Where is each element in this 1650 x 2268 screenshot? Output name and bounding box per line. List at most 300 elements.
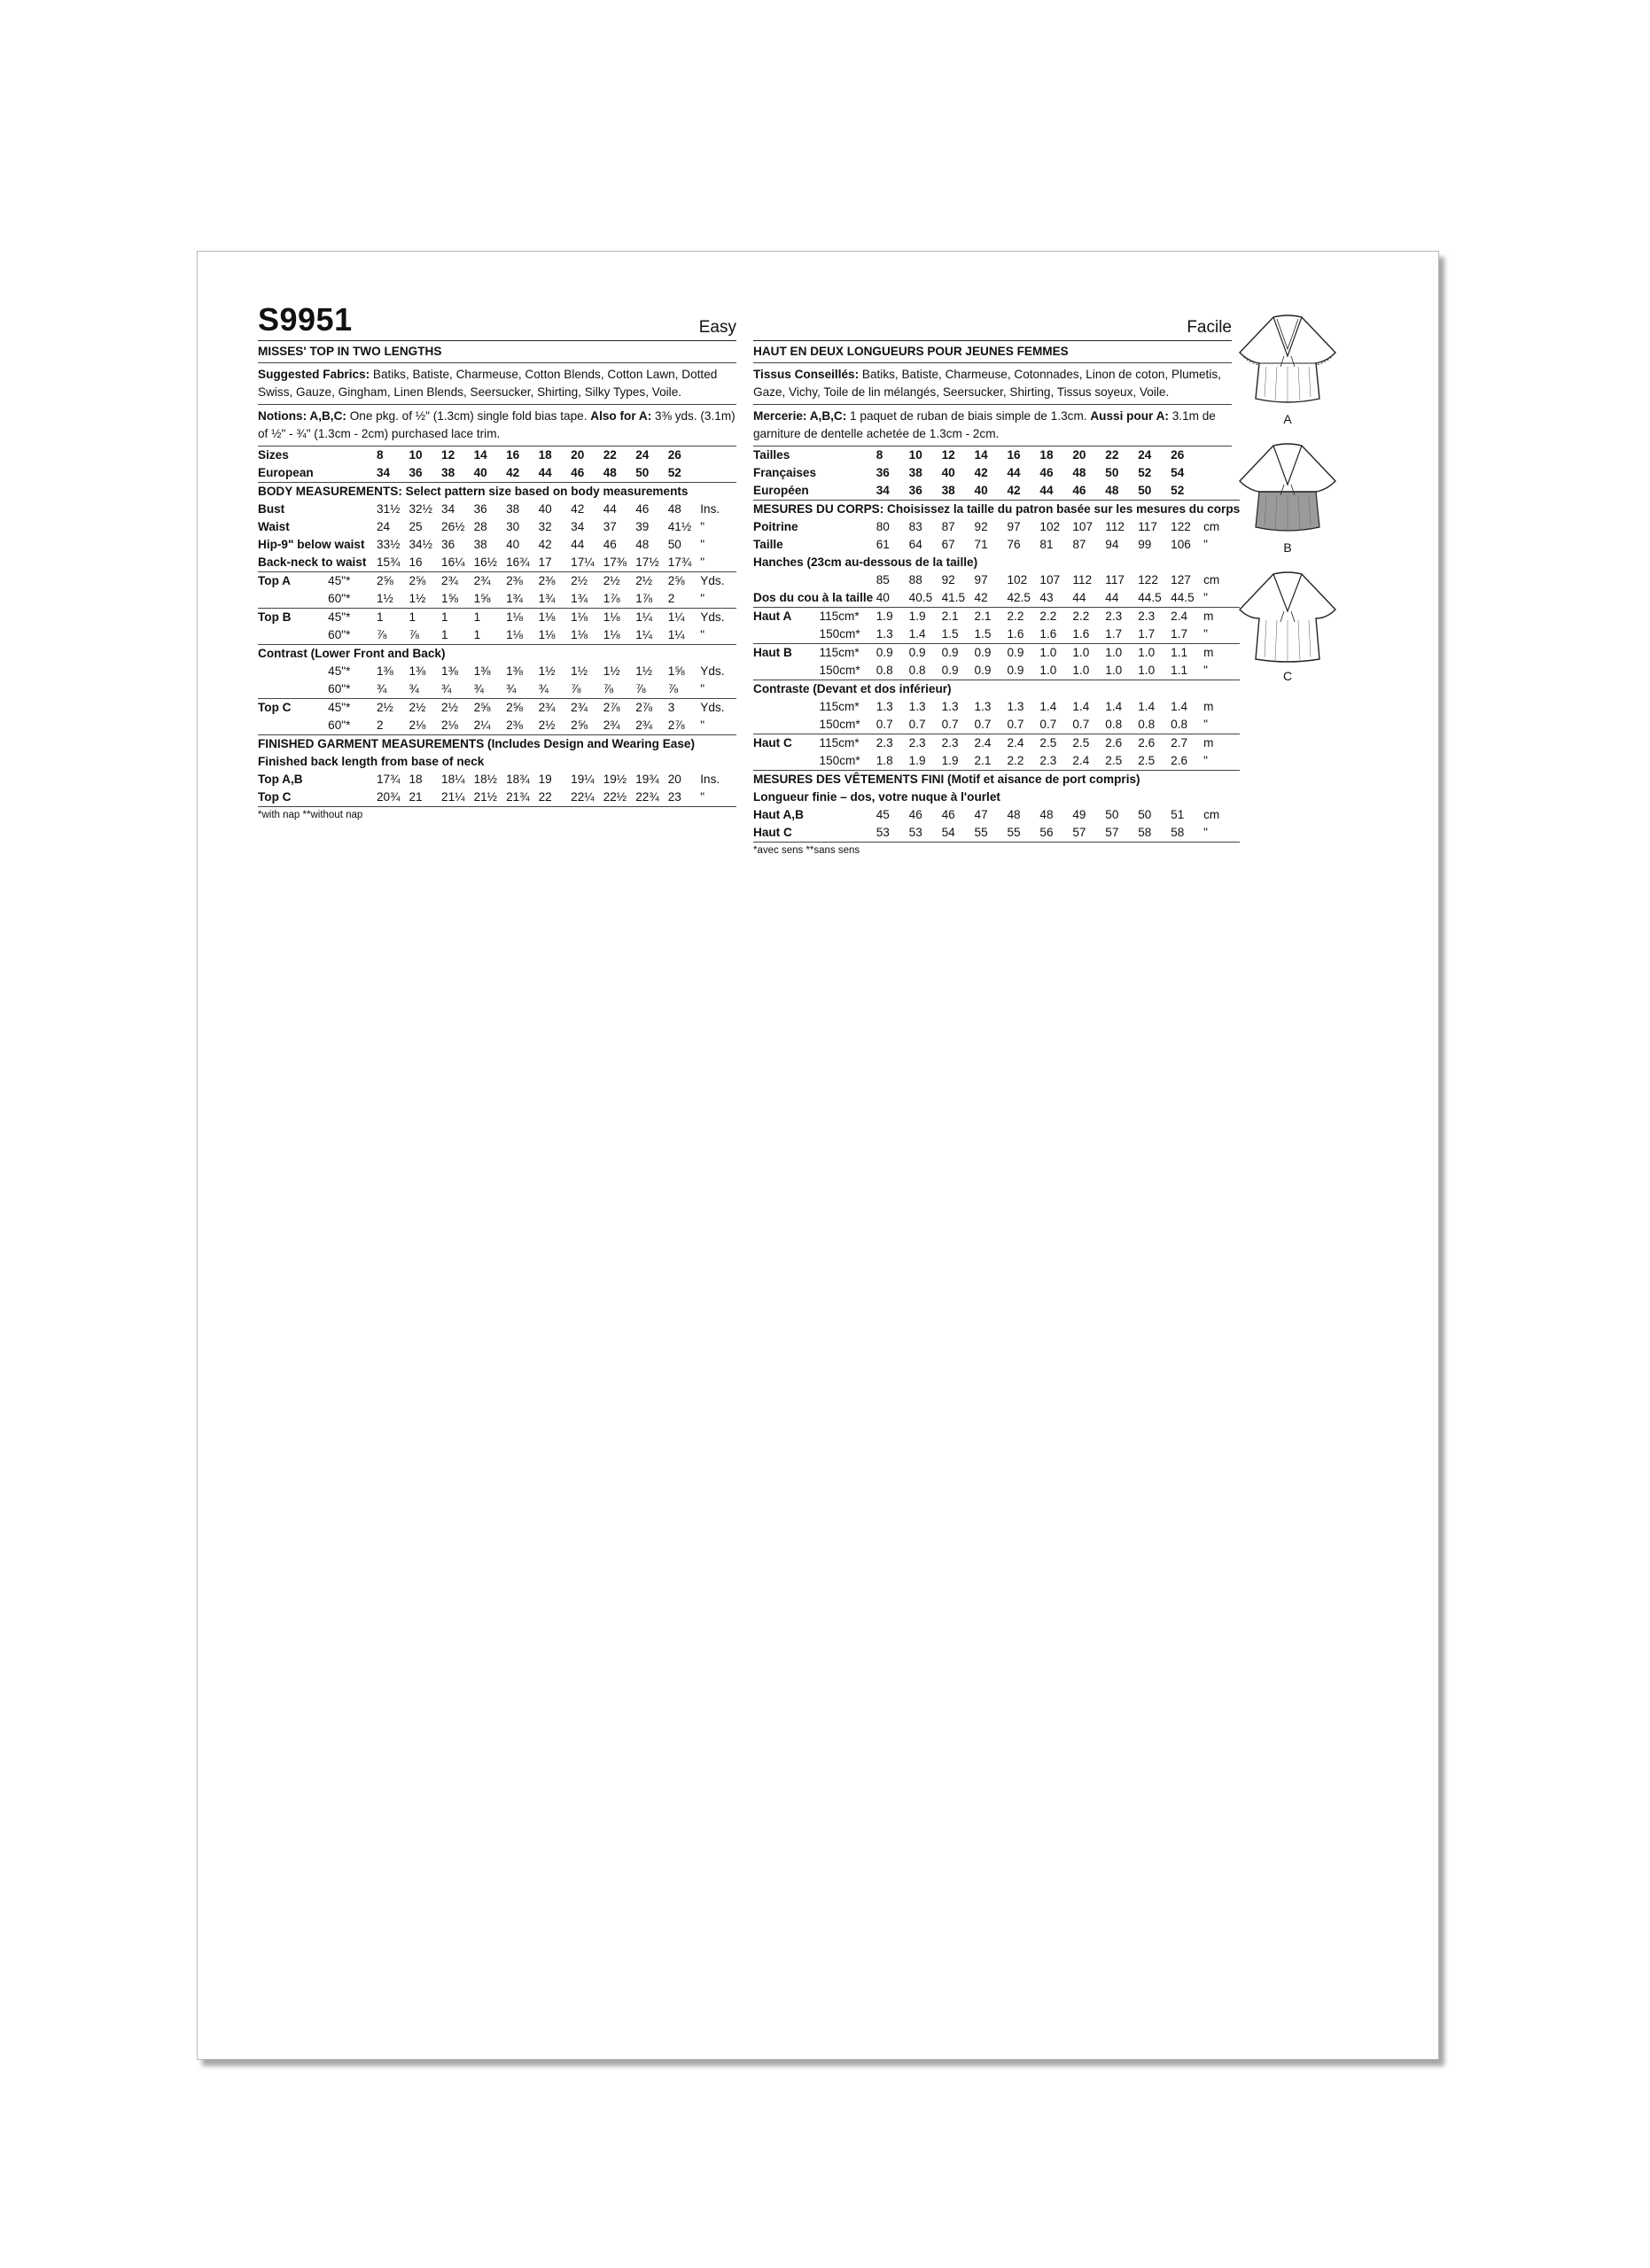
unit-cell: Yds. (700, 574, 725, 587)
yardage-cell: 2½ (635, 574, 653, 587)
yardage-cell: 2.3 (908, 736, 926, 750)
size-cell: 40 (474, 464, 507, 483)
table-row (753, 554, 1240, 571)
fabric-width: 150cm* (820, 662, 876, 680)
section-heading: Finished back length from base of neck (258, 755, 485, 768)
finished-cell: 19¾ (635, 773, 659, 786)
yardage-cell: 2.4 (1171, 610, 1188, 623)
measure-cell: 127 (1171, 573, 1191, 586)
french-header (753, 307, 1232, 341)
yardage-cell: 2½ (571, 574, 588, 587)
table-row (753, 447, 1240, 464)
size-cell: 16 (1007, 448, 1021, 462)
finished-cell: 58 (1171, 824, 1203, 843)
yardage-cell: 0.7 (975, 716, 1008, 734)
size-cell: 18 (538, 448, 552, 462)
measure-cell: 42.5 (1007, 589, 1039, 608)
fabric-width: 150cm* (820, 625, 876, 644)
measure-cell: 83 (908, 520, 922, 533)
yardage-cell: 1.6 (1007, 625, 1039, 644)
yardage-cell: 2¾ (473, 574, 491, 587)
yardage-cell: 2⅜ (506, 574, 523, 587)
section-heading: BODY MEASUREMENTS: Select pattern size based on body measurements (258, 485, 689, 498)
spacer-cell (753, 662, 820, 680)
spacer-cell (753, 625, 820, 644)
table-row (258, 554, 736, 572)
yardage-cell: 2⅝ (667, 574, 685, 587)
spacer-cell (753, 716, 820, 734)
difficulty-level: Easy (698, 318, 736, 337)
yardage-cell: 0.9 (942, 662, 975, 680)
finished-cell: 57 (1072, 824, 1105, 843)
measure-cell: 97 (974, 573, 988, 586)
unit-cell: m (1203, 736, 1214, 750)
table-row (753, 608, 1240, 626)
yardage-cell: 2.5 (1105, 752, 1138, 771)
yardage-cell: 0.7 (942, 716, 975, 734)
top-view-c-icon (1234, 567, 1341, 669)
yardage-cell: ⅞ (409, 626, 442, 645)
yardage-cell: 1.4 (1039, 700, 1057, 713)
yardage-cell: 2.2 (1039, 610, 1057, 623)
finished-cell: 22½ (603, 788, 636, 807)
yardage-cell: 1.6 (1039, 625, 1072, 644)
yardage-cell: 1½ (538, 664, 556, 678)
yardage-cell: 0.8 (909, 662, 942, 680)
measure-cell: 117 (1138, 520, 1157, 533)
unit-cell: cm (1203, 573, 1220, 586)
yardage-cell: 1⅛ (603, 626, 636, 645)
measure-cell: 48 (667, 502, 681, 516)
yardage-cell: 1.4 (1171, 700, 1188, 713)
yardage-cell: 2.5 (1072, 736, 1090, 750)
view-label: Haut A (753, 610, 792, 623)
yardage-cell: 1¼ (668, 626, 701, 645)
table-row (753, 698, 1240, 716)
fabric-width: 45"* (328, 664, 351, 678)
measure-cell: 87 (1072, 538, 1086, 551)
unit-cell: m (1203, 646, 1214, 659)
yardage-cell: 1.3 (941, 700, 959, 713)
yardage-cell: 1.3 (876, 625, 909, 644)
measure-cell: 81 (1039, 538, 1054, 551)
finished-label: Top C (258, 788, 377, 807)
size-cell: 16 (506, 448, 520, 462)
finished-cell: 48 (1007, 808, 1021, 821)
yardage-cell: 0.7 (1072, 716, 1105, 734)
fabric-width: 115cm* (819, 610, 860, 623)
yardage-cell: ⅞ (603, 680, 636, 699)
yardage-cell: 0.7 (909, 716, 942, 734)
yardage-cell: ⅞ (668, 680, 701, 699)
pattern-title-fr: HAUT EN DEUX LONGUEURS POUR JEUNES FEMMES (753, 341, 1232, 363)
yardage-cell: 2¾ (635, 717, 668, 735)
measurement-table (258, 447, 736, 807)
yardage-cell: 1.9 (909, 752, 942, 771)
yardage-cell: 2.3 (941, 736, 959, 750)
yardage-cell: 1⅝ (667, 664, 685, 678)
measure-cell: 40.5 (909, 589, 942, 608)
table-row (258, 680, 736, 699)
measure-cell: 76 (1007, 538, 1021, 551)
measure-cell: 31½ (376, 502, 401, 516)
unit-cell: " (1203, 589, 1240, 608)
finished-cell: 20¾ (377, 788, 409, 807)
measure-cell: 46 (635, 502, 650, 516)
finished-cell: 45 (876, 808, 890, 821)
size-cell: 22 (603, 448, 617, 462)
unit-cell: Yds. (700, 664, 725, 678)
size-cell: 22 (1105, 448, 1119, 462)
yardage-cell: 1⅛ (506, 610, 523, 624)
yardage-cell: 2½ (539, 717, 572, 735)
unit-cell: " (700, 554, 736, 572)
size-row-label: European (258, 464, 377, 483)
fabrics-label-fr: Tissus Conseillés: (753, 368, 860, 381)
finished-cell: 53 (909, 824, 942, 843)
spacer-cell (753, 571, 820, 589)
yardage-cell: 3 (667, 701, 675, 714)
yardage-cell: 1⅛ (538, 610, 556, 624)
measure-cell: 42 (538, 538, 552, 551)
yardage-cell: 1.1 (1171, 646, 1188, 659)
yardage-cell: 2⅜ (506, 717, 539, 735)
yardage-cell: 2.2 (1072, 610, 1090, 623)
finished-cell: 51 (1171, 808, 1185, 821)
fabric-width: 45"* (328, 574, 351, 587)
yardage-cell: 0.9 (1007, 646, 1024, 659)
table-row (258, 663, 736, 680)
size-row-label: Européen (753, 482, 876, 501)
yardage-cell: 1⅛ (506, 626, 539, 645)
yardage-cell: 1.3 (1007, 700, 1024, 713)
french-column (753, 307, 1241, 856)
size-cell: 44 (1039, 482, 1072, 501)
top-view-b-icon (1234, 439, 1341, 540)
size-row-label: Tailles (753, 448, 790, 462)
yardage-cell: 1 (441, 610, 448, 624)
size-cell: 40 (975, 482, 1008, 501)
size-cell: 42 (974, 466, 988, 479)
table-row (753, 482, 1240, 501)
measurement-table (753, 447, 1240, 843)
yardage-cell: 2½ (376, 701, 393, 714)
measure-cell: 42 (571, 502, 585, 516)
yardage-cell: 1¼ (667, 610, 685, 624)
unit-cell: " (1203, 716, 1240, 734)
yardage-cell: 2⅞ (603, 701, 620, 714)
fabrics-label: Suggested Fabrics: (258, 368, 370, 381)
finished-cell: 53 (876, 824, 909, 843)
yardage-cell: 1⅜ (473, 664, 491, 678)
size-cell: 50 (635, 464, 668, 483)
yardage-cell: 1¼ (635, 610, 653, 624)
table-row (258, 771, 736, 788)
table-row (258, 753, 736, 771)
yardage-cell: 1.9 (942, 752, 975, 771)
fabric-width: 150cm* (820, 716, 876, 734)
yardage-cell: 1.0 (1138, 662, 1171, 680)
unit-cell: " (1203, 625, 1240, 644)
yardage-cell: 0.9 (974, 646, 992, 659)
finished-cell: 58 (1138, 824, 1171, 843)
unit-cell: " (700, 717, 736, 735)
yardage-cell: 2⅞ (635, 701, 653, 714)
measure-cell: 28 (473, 520, 487, 533)
yardage-cell: 1.1 (1171, 662, 1203, 680)
notions-also-label-fr: Aussi pour A: (1090, 409, 1169, 423)
measure-cell: 43 (1039, 589, 1072, 608)
measure-cell: 87 (941, 520, 955, 533)
yardage-cell: 2¾ (571, 701, 588, 714)
size-cell: 36 (876, 466, 890, 479)
measure-cell: 24 (376, 520, 391, 533)
size-cell: 24 (1138, 448, 1152, 462)
size-cell: 52 (668, 464, 701, 483)
unit-cell (700, 464, 736, 483)
finished-cell: 17¾ (376, 773, 401, 786)
measure-cell: 26½ (441, 520, 465, 533)
size-cell: 14 (473, 448, 487, 462)
yardage-cell: 0.9 (1007, 662, 1039, 680)
english-header (258, 301, 736, 341)
measure-label: Taille (753, 538, 783, 551)
yardage-cell: ⅞ (377, 626, 409, 645)
size-cell: 38 (942, 482, 975, 501)
yardage-cell: 1 (474, 626, 507, 645)
size-cell: 14 (974, 448, 988, 462)
table-row (753, 589, 1240, 608)
size-cell: 54 (1171, 466, 1185, 479)
table-row (753, 734, 1240, 753)
fabric-width: 45"* (328, 610, 351, 624)
fabric-width: 45"* (328, 701, 351, 714)
pattern-envelope-back (197, 251, 1439, 2060)
yardage-cell: 1.0 (1105, 662, 1138, 680)
yardage-cell: ¾ (377, 680, 409, 699)
yardage-cell: 1¾ (506, 590, 539, 609)
yardage-cell: 1⅜ (506, 664, 523, 678)
measure-cell: 17 (539, 554, 572, 572)
measure-cell: 117 (1105, 573, 1125, 586)
measure-cell: 16 (409, 554, 442, 572)
finished-cell: 21½ (474, 788, 507, 807)
yardage-cell: 1.9 (908, 610, 926, 623)
measure-cell: 97 (1007, 520, 1021, 533)
yardage-cell: 1⅞ (603, 590, 636, 609)
measure-cell: 50 (667, 538, 681, 551)
size-cell: 20 (571, 448, 585, 462)
notions-label: Notions: A,B,C: (258, 409, 346, 423)
table-row (753, 771, 1240, 789)
yardage-cell: 2.3 (1039, 752, 1072, 771)
size-cell: 46 (571, 464, 603, 483)
unit-cell: " (1203, 662, 1240, 680)
yardage-cell: 0.8 (1138, 716, 1171, 734)
finished-cell: 18 (409, 773, 423, 786)
view-label: Haut C (753, 736, 792, 750)
finished-cell: 21 (409, 788, 442, 807)
size-cell: 52 (1171, 482, 1203, 501)
yardage-cell: 1 (473, 610, 481, 624)
size-cell: 48 (603, 464, 636, 483)
yardage-cell: 1.4 (909, 625, 942, 644)
unit-cell: Ins. (700, 502, 720, 516)
measure-cell: 16¾ (506, 554, 539, 572)
notions-fr (753, 405, 1232, 447)
measure-label: Hip-9" below waist (258, 538, 365, 551)
size-cell: 50 (1138, 482, 1171, 501)
yardage-cell: 2¾ (603, 717, 636, 735)
measure-cell: 102 (1007, 573, 1028, 586)
size-cell: 12 (441, 448, 455, 462)
measure-cell: 107 (1072, 520, 1094, 533)
notions-text: One pkg. of ½" (1.3cm) single fold bias tape. (346, 409, 591, 423)
fabric-width: 60"* (328, 626, 377, 645)
yardage-cell: ¾ (474, 680, 507, 699)
table-row (258, 464, 736, 483)
measure-cell: 80 (876, 520, 890, 533)
table-row (258, 590, 736, 609)
size-cell: 26 (1171, 448, 1185, 462)
yardage-cell: 0.9 (975, 662, 1008, 680)
finished-cell: 18¼ (441, 773, 465, 786)
spacer-cell (753, 698, 820, 716)
measure-cell: 17⅜ (603, 554, 636, 572)
notions-label-fr: Mercerie: A,B,C: (753, 409, 847, 423)
spacer-cell (753, 752, 820, 771)
pattern-title: MISSES' TOP IN TWO LENGTHS (258, 341, 736, 363)
yardage-cell: 2⅝ (409, 574, 426, 587)
yardage-cell: 1.5 (942, 625, 975, 644)
table-row (753, 680, 1240, 699)
yardage-cell: 0.9 (941, 646, 959, 659)
unit-cell: " (1203, 538, 1208, 551)
table-row (753, 662, 1240, 680)
yardage-cell: 1¾ (571, 590, 603, 609)
measure-cell: 67 (941, 538, 955, 551)
yardage-cell: ¾ (441, 680, 474, 699)
measure-cell: 16¼ (441, 554, 474, 572)
yardage-cell: 0.9 (876, 646, 893, 659)
yardage-cell: 0.7 (1039, 716, 1072, 734)
fabric-width: 60"* (328, 680, 377, 699)
table-row (753, 464, 1240, 482)
size-cell: 18 (1039, 448, 1054, 462)
size-row-label: Françaises (753, 466, 817, 479)
yardage-cell: 2¼ (474, 717, 507, 735)
fabric-width: 115cm* (819, 736, 860, 750)
unit-cell: Yds. (700, 701, 725, 714)
table-row (753, 752, 1240, 771)
view-c-illustration (1234, 567, 1341, 683)
yardage-cell: 2.3 (876, 736, 893, 750)
yardage-cell: 1.0 (1105, 646, 1123, 659)
spacer-cell (258, 717, 328, 735)
yardage-cell: 2⅞ (668, 717, 701, 735)
measure-cell: 15¾ (377, 554, 409, 572)
spacer-cell (258, 590, 328, 609)
table-row (258, 788, 736, 807)
spacer-cell (258, 626, 328, 645)
measure-label: Bust (258, 502, 285, 516)
measure-cell: 44 (1105, 589, 1138, 608)
table-row (753, 716, 1240, 734)
measure-cell: 61 (876, 538, 890, 551)
yardage-cell: 1½ (409, 590, 442, 609)
measure-cell: 44 (603, 502, 617, 516)
yardage-cell: 2.5 (1138, 752, 1171, 771)
finished-cell: 49 (1072, 808, 1086, 821)
fabrics-text-fr: Batiks, Batiste, Charmeuse, Cotonnades, Linon de coton, Plumetis, Gaze, Vichy, Toile de lin mélangés, Seersucker, Shirting, Tissus soyeux, Voile. (753, 368, 1221, 399)
yardage-cell: 2 (377, 717, 409, 735)
size-cell: 38 (908, 466, 922, 479)
notions (258, 405, 736, 447)
size-row-label: Sizes (258, 448, 289, 462)
unit-cell: cm (1203, 520, 1220, 533)
table-row (258, 717, 736, 735)
yardage-cell: ⅞ (571, 680, 603, 699)
size-cell: 8 (876, 448, 883, 462)
measure-cell: 37 (603, 520, 617, 533)
table-row (753, 536, 1240, 554)
measure-cell: 102 (1039, 520, 1061, 533)
yardage-cell: 2.2 (1007, 610, 1024, 623)
measure-cell: 40 (506, 538, 520, 551)
finished-cell: 22 (539, 788, 572, 807)
suggested-fabrics (258, 363, 736, 405)
measure-cell: 71 (974, 538, 988, 551)
size-cell: 36 (409, 464, 442, 483)
yardage-cell: 1.4 (1072, 700, 1090, 713)
measure-cell: 38 (473, 538, 487, 551)
finished-cell: 54 (942, 824, 975, 843)
table-row (258, 518, 736, 536)
measure-label: Waist (258, 520, 290, 533)
notions-also-text: 3⅜ yds. (3.1m) of ½" - ¾" (1.3cm - 2cm) purchased lace trim. (258, 409, 735, 440)
finished-cell: 19 (538, 773, 552, 786)
table-row (258, 735, 736, 754)
table-row (258, 572, 736, 591)
yardage-cell: 2⅜ (538, 574, 556, 587)
measure-cell: 34 (441, 502, 455, 516)
yardage-cell: 1⅝ (441, 590, 474, 609)
measure-cell: 112 (1105, 520, 1125, 533)
measure-cell: 34½ (409, 538, 432, 551)
finished-cell: 18¾ (506, 773, 530, 786)
table-row (258, 536, 736, 554)
yardage-cell: 0.8 (1171, 716, 1203, 734)
measure-cell: 64 (908, 538, 922, 551)
table-row (258, 626, 736, 645)
yardage-cell: 2⅝ (506, 701, 523, 714)
yardage-cell: 1¾ (539, 590, 572, 609)
measure-cell: 32½ (409, 502, 432, 516)
finished-cell: 19½ (603, 773, 627, 786)
yardage-cell: 1.8 (876, 752, 909, 771)
yardage-cell: 2¾ (441, 574, 458, 587)
finished-cell: 55 (975, 824, 1008, 843)
size-cell: 52 (1138, 466, 1152, 479)
measure-cell: 99 (1138, 538, 1152, 551)
yardage-cell: ¾ (539, 680, 572, 699)
yardage-cell: 2.2 (1007, 752, 1039, 771)
yardage-cell: 1.4 (1105, 700, 1123, 713)
difficulty-level-fr: Facile (1187, 318, 1232, 337)
table-row (258, 483, 736, 501)
view-c-label: C (1282, 669, 1293, 683)
yardage-cell: ⅞ (635, 680, 668, 699)
